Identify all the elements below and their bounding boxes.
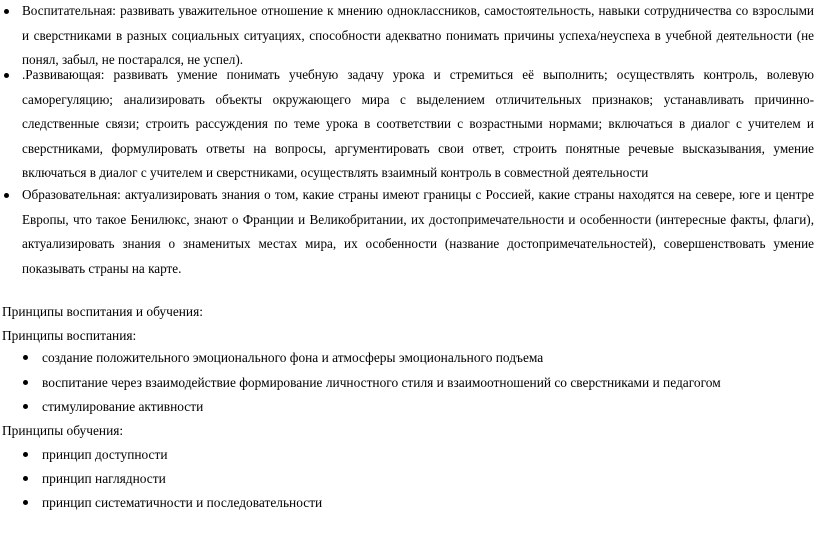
teaching-principle-item: принцип наглядности bbox=[42, 471, 166, 486]
upbringing-principle-item: создание положительного эмоционального фона и атмосферы эмоционального подъема bbox=[42, 350, 544, 365]
upbringing-principle-item: воспитание через взаимодействие формирование личностного стиля и взаимоотношений со сверстниками и педагогом bbox=[42, 375, 721, 390]
goal-educational: Образовательная: актуализировать знания о том, какие страны имеют границы с Россией, какие страны находятся на севере, юге и центре Европы, что такое Бенилюкс, знают о Франции и Великобритании, их достопримечательности и особенности (интересные факты, флаги), актуализировать знания о знаменитых местах мира, их особенности (название достопримечательностей), совершенствовать умение показывать страны на карте. bbox=[22, 187, 814, 276]
teaching-principle-item: принцип систематичности и последовательности bbox=[42, 495, 323, 510]
bullet-icon bbox=[23, 404, 28, 409]
teaching-principles-heading: Принципы обучения: bbox=[2, 423, 124, 438]
goal-upbringing: Воспитательная: развивать уважительное отношение к мнению одноклассников, самостоятельность, навыки сотрудничества со взрослыми и сверстниками в разных социальных ситуациях, способности адекватно понимать причины успеха/неуспеха в учебной деятельности (не понял, забыл, не постарался, не успел). bbox=[22, 3, 814, 68]
upbringing-principles-heading: Принципы воспитания: bbox=[2, 328, 137, 343]
goal-developing: .Развивающая: развивать умение понимать учебную задачу урока и стремиться её выполнить; осуществлять контроль, волевую саморегуляцию; анализировать объекты окружающего мира с выделением отличительных признаков; устанавливать причинно-следственные связи; строить рассуждения по теме урока в соответствии с возрастными нормами; включаться в диалог с учителем и сверстниками, формулировать ответы на вопросы, аргументировать свои ответ, строить понятные речевые высказывания, умение включаться в диалог с учителем и сверстниками, осуществлять взаимный контроль в совместной деятельности bbox=[22, 67, 814, 181]
bullet-icon bbox=[23, 452, 28, 457]
bullet-icon bbox=[23, 355, 28, 360]
upbringing-principle-item: стимулирование активности bbox=[42, 399, 204, 414]
bullet-icon bbox=[23, 380, 28, 385]
bullet-icon bbox=[4, 73, 9, 78]
bullet-icon bbox=[4, 193, 9, 198]
teaching-principle-item: принцип доступности bbox=[42, 447, 168, 462]
principles-heading: Принципы воспитания и обучения: bbox=[2, 304, 203, 319]
bullet-icon bbox=[23, 500, 28, 505]
bullet-icon bbox=[4, 9, 9, 14]
bullet-icon bbox=[23, 476, 28, 481]
